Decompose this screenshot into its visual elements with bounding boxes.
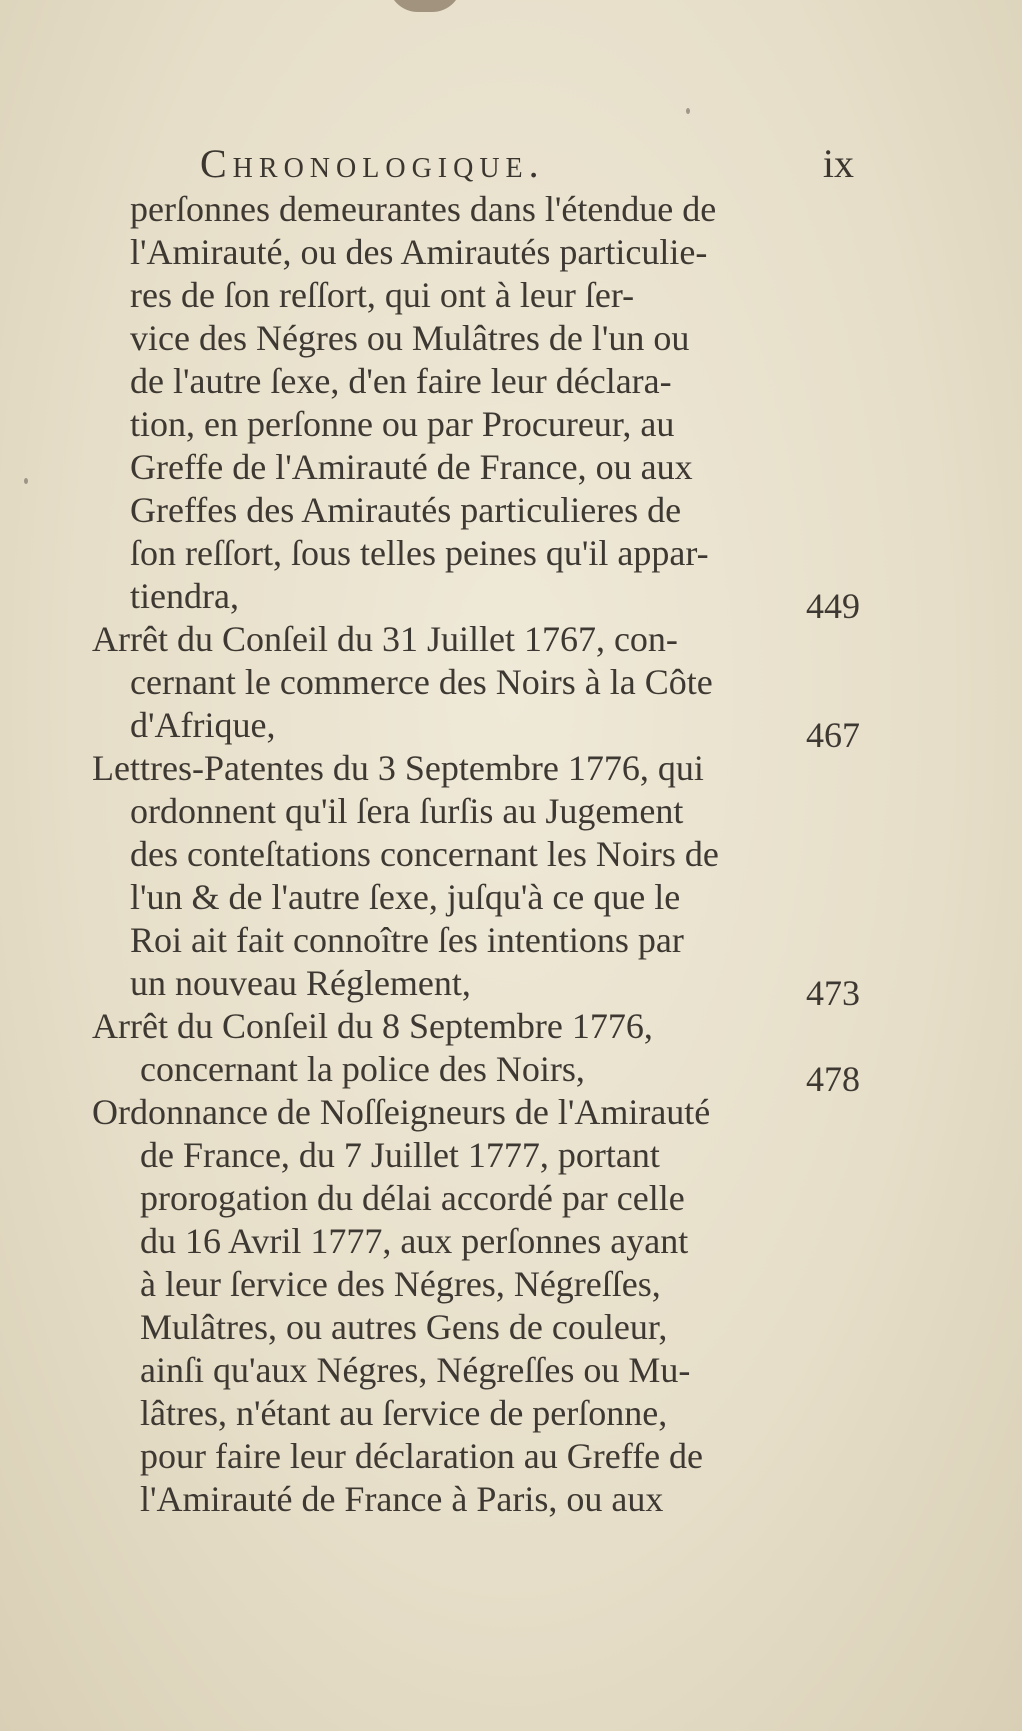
running-head: Chronologique. <box>200 141 545 186</box>
entry-line: tiendra, <box>130 576 239 616</box>
entry-line: un nouveau Réglement, <box>130 963 471 1003</box>
entry-line: Greffes des Amirautés particulieres de <box>130 490 682 530</box>
entry-line: du 16 Avril 1777, aux perſonnes ayant <box>140 1221 689 1261</box>
entry-line: pour faire leur déclaration au Greffe de <box>140 1436 704 1476</box>
entry-line: Greffe de l'Amirauté de France, ou aux <box>130 447 693 487</box>
entry-line: Mulâtres, ou autres Gens de couleur, <box>140 1307 668 1347</box>
entry-page-ref: 473 <box>806 973 860 1013</box>
entry-page-ref: 478 <box>806 1059 860 1099</box>
entry-line: concernant la police des Noirs, <box>140 1049 585 1089</box>
entry-line: de France, du 7 Juillet 1777, portant <box>140 1135 660 1175</box>
entry-line: Ordonnance de Noſſeigneurs de l'Amirauté <box>92 1092 711 1132</box>
entry-line: res de ſon reſſort, qui ont à leur ſer- <box>130 275 635 315</box>
entry-line: cernant le commerce des Noirs à la Côte <box>130 662 713 702</box>
entry-line: tion, en perſonne ou par Procureur, au <box>130 404 675 444</box>
entry-line: vice des Négres ou Mulâtres de l'un ou <box>130 318 690 358</box>
entry-page-ref: 467 <box>806 715 860 755</box>
entry-line: à leur ſervice des Négres, Négreſſes, <box>140 1264 661 1304</box>
entry-line: l'Amirauté de France à Paris, ou aux <box>140 1479 664 1519</box>
entry-line: Roi ait fait connoître ſes intentions par <box>130 920 684 960</box>
entry-line: Arrêt du Conſeil du 31 Juillet 1767, con- <box>92 619 678 659</box>
entry-line: Lettres-Patentes du 3 Septembre 1776, qui <box>92 748 704 788</box>
page-number: ix <box>822 141 854 186</box>
entry-line: de l'autre ſexe, d'en faire leur déclara- <box>130 361 672 401</box>
entry-line: perſonnes demeurantes dans l'étendue de <box>130 189 717 229</box>
entry-line: Arrêt du Conſeil du 8 Septembre 1776, <box>92 1006 653 1046</box>
entry-line: l'Amirauté, ou des Amirautés particulie- <box>130 232 708 272</box>
entry-line: lâtres, n'étant au ſervice de perſonne, <box>140 1393 668 1433</box>
entry-page-ref: 449 <box>806 586 860 626</box>
entry-line: ordonnent qu'il ſera ſurſis au Jugement <box>130 791 684 831</box>
entry-line: d'Afrique, <box>130 705 276 745</box>
entry-line: prorogation du délai accordé par celle <box>140 1178 685 1218</box>
entry-line: l'un & de l'autre ſexe, juſqu'à ce que le <box>130 877 681 917</box>
entry-line: ſon reſſort, ſous telles peines qu'il appar- <box>130 533 709 573</box>
entry-line: des conteſtations concernant les Noirs de <box>130 834 719 874</box>
entry-line: ainſi qu'aux Négres, Négreſſes ou Mu- <box>140 1350 691 1390</box>
